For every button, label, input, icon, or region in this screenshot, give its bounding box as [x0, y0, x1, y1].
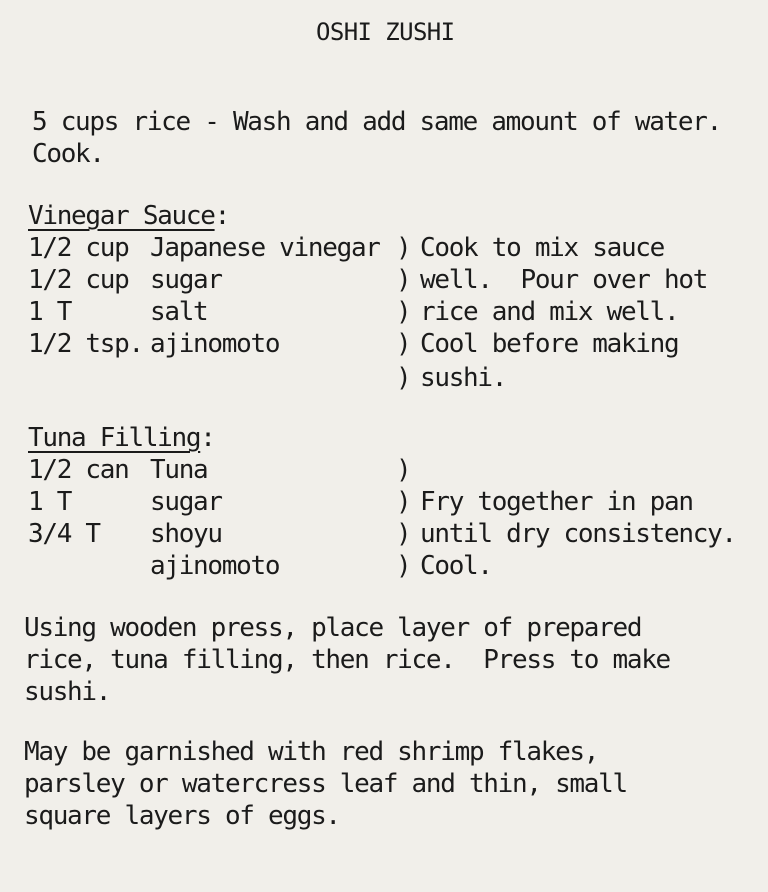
vinegar-direction-line: rice and mix well.: [420, 297, 679, 327]
tuna-direction-line: until dry consistency.: [420, 519, 736, 549]
tuna-filling-heading-text: Tuna Filling: [28, 423, 201, 453]
vinegar-ingredient-qty: 1 T: [28, 297, 72, 327]
tuna-ingredient-qty: 1 T: [28, 487, 72, 517]
vinegar-ingredient-qty: 1/2 tsp.: [28, 329, 143, 359]
vinegar-bracket: ): [396, 329, 411, 359]
tuna-ingredient-item: shoyu: [150, 519, 222, 549]
vinegar-direction-line: Cook to mix sauce: [420, 233, 665, 263]
vinegar-direction-line: sushi.: [420, 363, 507, 393]
tuna-bracket: ): [396, 487, 411, 517]
vinegar-bracket: ): [396, 363, 411, 393]
tuna-direction-line: Cool.: [420, 551, 492, 581]
garnish-line-3: square layers of eggs.: [24, 801, 340, 831]
assembly-line-1: Using wooden press, place layer of prepared: [24, 613, 642, 643]
vinegar-direction-line: Cool before making: [420, 329, 679, 359]
tuna-filling-heading: [28, 422, 215, 454]
vinegar-bracket: ): [396, 265, 411, 295]
vinegar-ingredient-item: sugar: [150, 265, 222, 295]
vinegar-ingredient-item: ajinomoto: [150, 329, 280, 359]
vinegar-bracket: ): [396, 233, 411, 263]
vinegar-ingredient-item: salt: [150, 297, 208, 327]
tuna-ingredient-item: ajinomoto: [150, 551, 280, 581]
vinegar-ingredient-qty: 1/2 cup: [28, 233, 129, 263]
tuna-direction-line: Fry together in pan: [420, 487, 693, 517]
recipe-title: OSHI ZUSHI: [316, 18, 455, 46]
vinegar-sauce-heading: [28, 200, 229, 232]
vinegar-ingredient-qty: 1/2 cup: [28, 265, 129, 295]
vinegar-direction-line: well. Pour over hot: [420, 265, 708, 295]
rice-instruction-line-1: 5 cups rice - Wash and add same amount of water.: [32, 107, 721, 137]
garnish-line-2: parsley or watercress leaf and thin, small: [24, 769, 627, 799]
assembly-line-3: sushi.: [24, 677, 111, 707]
rice-instruction-line-2: Cook.: [32, 139, 104, 169]
vinegar-ingredient-item: Japanese vinegar: [150, 233, 380, 263]
tuna-ingredient-item: sugar: [150, 487, 222, 517]
vinegar-sauce-heading-colon: :: [214, 201, 229, 231]
tuna-ingredient-item: Tuna: [150, 455, 208, 485]
vinegar-bracket: ): [396, 297, 411, 327]
tuna-filling-heading-colon: :: [200, 423, 215, 453]
tuna-bracket: ): [396, 519, 411, 549]
tuna-bracket: ): [396, 455, 411, 485]
tuna-bracket: ): [396, 551, 411, 581]
tuna-ingredient-qty: 3/4 T: [28, 519, 100, 549]
garnish-line-1: May be garnished with red shrimp flakes,: [24, 737, 599, 767]
assembly-line-2: rice, tuna filling, then rice. Press to make: [24, 645, 670, 675]
vinegar-sauce-heading-text: Vinegar Sauce: [28, 201, 215, 231]
tuna-ingredient-qty: 1/2 can: [28, 455, 129, 485]
